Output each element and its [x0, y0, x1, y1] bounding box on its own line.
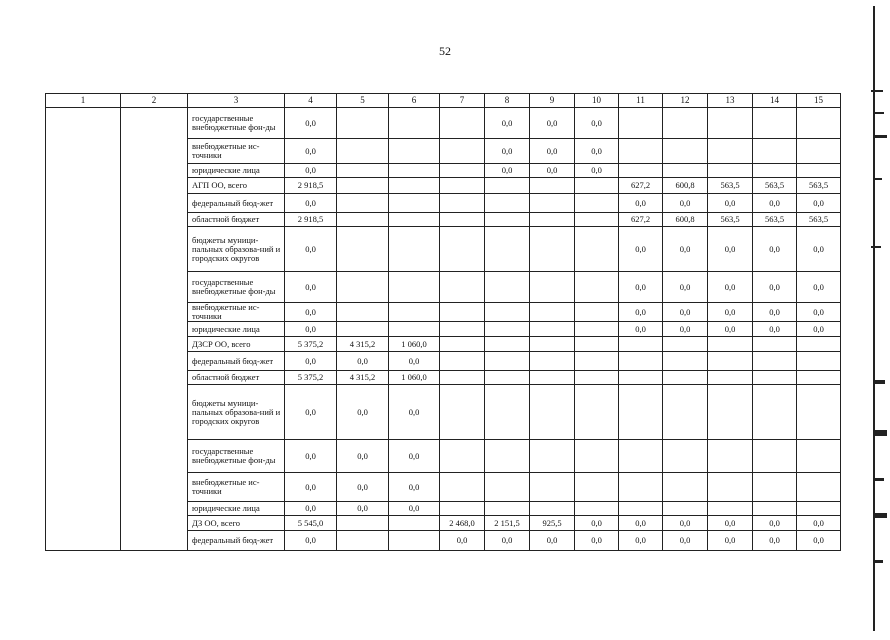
row-label: юридические лица	[188, 164, 285, 178]
value-cell: 1 060,0	[389, 337, 440, 352]
value-cell	[337, 303, 389, 322]
value-cell: 1 060,0	[389, 371, 440, 385]
value-cell	[485, 385, 530, 440]
value-cell: 0,0	[285, 473, 337, 502]
value-cell	[530, 227, 575, 272]
row-label: внебюджетные ис-точники	[188, 303, 285, 322]
value-cell	[797, 502, 841, 516]
column-header: 6	[389, 94, 440, 108]
value-cell: 563,5	[753, 178, 797, 194]
value-cell: 0,0	[389, 385, 440, 440]
value-cell: 0,0	[708, 531, 753, 551]
value-cell	[337, 108, 389, 139]
value-cell: 0,0	[485, 531, 530, 551]
value-cell: 0,0	[708, 272, 753, 303]
table-row	[46, 108, 841, 139]
value-cell	[619, 139, 663, 164]
column-header: 8	[485, 94, 530, 108]
row-label: ДЗСР ОО, всего	[188, 337, 285, 352]
value-cell	[753, 164, 797, 178]
value-cell: 563,5	[708, 178, 753, 194]
page-number: 52	[439, 44, 451, 58]
value-cell	[619, 108, 663, 139]
value-cell	[753, 352, 797, 371]
value-cell	[753, 371, 797, 385]
row-label: федеральный бюд-жет	[188, 531, 285, 551]
value-cell	[663, 337, 708, 352]
value-cell: 0,0	[285, 227, 337, 272]
value-cell: 0,0	[285, 502, 337, 516]
value-cell	[530, 502, 575, 516]
value-cell	[575, 502, 619, 516]
value-cell	[797, 440, 841, 473]
value-cell	[575, 178, 619, 194]
value-cell	[389, 194, 440, 213]
value-cell	[575, 385, 619, 440]
value-cell: 600,8	[663, 213, 708, 227]
budget-table	[45, 93, 841, 551]
value-cell: 0,0	[337, 502, 389, 516]
row-label: областной бюджет	[188, 213, 285, 227]
value-cell	[530, 213, 575, 227]
value-cell: 0,0	[285, 352, 337, 371]
row-label: ДЗ ОО, всего	[188, 516, 285, 531]
value-cell	[337, 194, 389, 213]
value-cell	[575, 352, 619, 371]
value-cell	[485, 322, 530, 337]
value-cell	[440, 108, 485, 139]
value-cell: 0,0	[663, 303, 708, 322]
value-cell: 2 918,5	[285, 213, 337, 227]
column-header: 7	[440, 94, 485, 108]
value-cell: 0,0	[663, 194, 708, 213]
value-cell: 0,0	[708, 227, 753, 272]
value-cell	[708, 352, 753, 371]
value-cell: 0,0	[285, 440, 337, 473]
value-cell	[485, 352, 530, 371]
value-cell: 0,0	[619, 272, 663, 303]
value-cell: 0,0	[337, 352, 389, 371]
value-cell	[619, 371, 663, 385]
value-cell: 0,0	[530, 164, 575, 178]
value-cell	[575, 440, 619, 473]
value-cell	[575, 213, 619, 227]
value-cell	[797, 385, 841, 440]
value-cell: 0,0	[619, 227, 663, 272]
column-header: 9	[530, 94, 575, 108]
value-cell	[337, 213, 389, 227]
value-cell	[663, 164, 708, 178]
value-cell	[485, 473, 530, 502]
value-cell	[619, 352, 663, 371]
value-cell: 0,0	[708, 194, 753, 213]
value-cell: 0,0	[753, 227, 797, 272]
value-cell: 0,0	[285, 303, 337, 322]
value-cell: 0,0	[337, 440, 389, 473]
value-cell	[663, 502, 708, 516]
value-cell: 0,0	[708, 322, 753, 337]
column-header: 2	[121, 94, 188, 108]
row-label: бюджеты муници-пальных образова-ний и городских округов	[188, 385, 285, 440]
value-cell	[575, 371, 619, 385]
value-cell	[485, 502, 530, 516]
value-cell: 0,0	[753, 272, 797, 303]
value-cell: 0,0	[797, 303, 841, 322]
value-cell	[389, 178, 440, 194]
scan-mark	[875, 135, 887, 138]
scan-mark	[875, 112, 884, 114]
value-cell	[708, 371, 753, 385]
column-header: 14	[753, 94, 797, 108]
value-cell: 5 375,2	[285, 371, 337, 385]
value-cell	[337, 516, 389, 531]
value-cell: 0,0	[285, 385, 337, 440]
value-cell: 0,0	[285, 531, 337, 551]
value-cell	[337, 139, 389, 164]
value-cell: 0,0	[575, 531, 619, 551]
value-cell: 5 545,0	[285, 516, 337, 531]
value-cell	[389, 139, 440, 164]
value-cell	[337, 178, 389, 194]
value-cell: 0,0	[708, 516, 753, 531]
value-cell	[337, 322, 389, 337]
value-cell	[389, 303, 440, 322]
value-cell: 0,0	[753, 322, 797, 337]
value-cell	[708, 164, 753, 178]
value-cell	[663, 385, 708, 440]
empty-merged-cell	[121, 108, 188, 551]
value-cell: 0,0	[485, 164, 530, 178]
value-cell	[440, 178, 485, 194]
value-cell: 0,0	[389, 352, 440, 371]
value-cell	[797, 352, 841, 371]
value-cell: 0,0	[797, 272, 841, 303]
value-cell: 2 468,0	[440, 516, 485, 531]
empty-merged-cell	[46, 108, 121, 551]
value-cell: 0,0	[485, 108, 530, 139]
header-row	[46, 94, 841, 108]
value-cell: 0,0	[575, 164, 619, 178]
value-cell	[485, 272, 530, 303]
value-cell	[485, 337, 530, 352]
column-header: 11	[619, 94, 663, 108]
value-cell: 0,0	[389, 440, 440, 473]
value-cell	[619, 164, 663, 178]
row-label: федеральный бюд-жет	[188, 352, 285, 371]
value-cell: 0,0	[619, 322, 663, 337]
column-header: 5	[337, 94, 389, 108]
value-cell: 0,0	[285, 322, 337, 337]
value-cell	[530, 322, 575, 337]
value-cell	[530, 337, 575, 352]
value-cell	[440, 164, 485, 178]
value-cell	[619, 502, 663, 516]
row-label: АГП ОО, всего	[188, 178, 285, 194]
value-cell: 0,0	[797, 516, 841, 531]
column-header: 15	[797, 94, 841, 108]
value-cell: 563,5	[797, 178, 841, 194]
value-cell: 0,0	[389, 502, 440, 516]
column-header: 10	[575, 94, 619, 108]
page-edge-line	[873, 6, 875, 631]
value-cell	[575, 194, 619, 213]
value-cell: 0,0	[575, 516, 619, 531]
scan-mark	[875, 513, 887, 518]
value-cell	[389, 164, 440, 178]
value-cell	[753, 108, 797, 139]
value-cell	[530, 303, 575, 322]
row-label: внебюджетные ис-точники	[188, 473, 285, 502]
value-cell: 0,0	[285, 194, 337, 213]
scan-mark	[875, 430, 887, 436]
value-cell: 563,5	[708, 213, 753, 227]
value-cell	[753, 385, 797, 440]
value-cell	[337, 531, 389, 551]
value-cell: 0,0	[619, 194, 663, 213]
value-cell	[575, 227, 619, 272]
value-cell	[337, 227, 389, 272]
row-label: государственные внебюджетные фон-ды	[188, 440, 285, 473]
value-cell: 0,0	[797, 227, 841, 272]
scan-mark	[871, 90, 883, 92]
value-cell	[575, 337, 619, 352]
value-cell	[708, 502, 753, 516]
value-cell: 5 375,2	[285, 337, 337, 352]
value-cell	[389, 213, 440, 227]
value-cell	[485, 303, 530, 322]
value-cell	[753, 502, 797, 516]
value-cell	[753, 473, 797, 502]
value-cell	[663, 139, 708, 164]
column-header: 12	[663, 94, 708, 108]
value-cell	[440, 194, 485, 213]
value-cell: 0,0	[663, 531, 708, 551]
row-label: бюджеты муници-пальных образова-ний и городских округов	[188, 227, 285, 272]
value-cell: 0,0	[485, 139, 530, 164]
value-cell	[797, 139, 841, 164]
value-cell: 925,5	[530, 516, 575, 531]
value-cell	[575, 272, 619, 303]
value-cell: 0,0	[797, 322, 841, 337]
value-cell	[708, 473, 753, 502]
value-cell	[619, 385, 663, 440]
value-cell	[389, 516, 440, 531]
value-cell	[440, 322, 485, 337]
value-cell	[575, 303, 619, 322]
value-cell	[530, 385, 575, 440]
value-cell: 0,0	[708, 303, 753, 322]
value-cell	[440, 337, 485, 352]
value-cell: 563,5	[797, 213, 841, 227]
value-cell	[575, 322, 619, 337]
value-cell: 0,0	[619, 516, 663, 531]
column-header: 1	[46, 94, 121, 108]
value-cell: 0,0	[530, 139, 575, 164]
value-cell: 0,0	[663, 516, 708, 531]
value-cell: 0,0	[285, 272, 337, 303]
value-cell	[440, 139, 485, 164]
value-cell	[440, 272, 485, 303]
value-cell	[485, 227, 530, 272]
scan-mark	[871, 246, 881, 248]
value-cell	[440, 352, 485, 371]
value-cell: 0,0	[619, 531, 663, 551]
scan-mark	[875, 178, 882, 180]
column-header: 13	[708, 94, 753, 108]
value-cell: 0,0	[285, 164, 337, 178]
column-header: 3	[188, 94, 285, 108]
value-cell: 563,5	[753, 213, 797, 227]
value-cell	[663, 473, 708, 502]
value-cell: 0,0	[663, 272, 708, 303]
value-cell	[440, 371, 485, 385]
value-cell	[530, 371, 575, 385]
value-cell: 0,0	[389, 473, 440, 502]
value-cell: 627,2	[619, 213, 663, 227]
value-cell: 0,0	[753, 516, 797, 531]
value-cell	[753, 337, 797, 352]
value-cell: 0,0	[797, 531, 841, 551]
value-cell	[337, 272, 389, 303]
row-label: юридические лица	[188, 322, 285, 337]
value-cell	[753, 440, 797, 473]
value-cell: 0,0	[530, 531, 575, 551]
value-cell: 600,8	[663, 178, 708, 194]
row-label: государственные внебюджетные фон-ды	[188, 272, 285, 303]
value-cell	[797, 164, 841, 178]
value-cell	[485, 440, 530, 473]
value-cell	[619, 337, 663, 352]
value-cell	[530, 194, 575, 213]
value-cell	[530, 272, 575, 303]
value-cell: 0,0	[285, 108, 337, 139]
value-cell: 0,0	[337, 473, 389, 502]
row-label: государственные внебюджетные фон-ды	[188, 108, 285, 139]
value-cell: 2 151,5	[485, 516, 530, 531]
value-cell: 4 315,2	[337, 337, 389, 352]
value-cell	[485, 213, 530, 227]
value-cell	[440, 440, 485, 473]
value-cell	[440, 385, 485, 440]
value-cell	[337, 164, 389, 178]
row-label: областной бюджет	[188, 371, 285, 385]
value-cell: 0,0	[663, 227, 708, 272]
value-cell	[485, 178, 530, 194]
value-cell: 0,0	[753, 531, 797, 551]
value-cell	[389, 227, 440, 272]
value-cell: 627,2	[619, 178, 663, 194]
value-cell	[619, 440, 663, 473]
value-cell	[530, 352, 575, 371]
value-cell: 0,0	[663, 322, 708, 337]
value-cell	[753, 139, 797, 164]
value-cell	[797, 473, 841, 502]
value-cell	[440, 502, 485, 516]
value-cell: 0,0	[575, 108, 619, 139]
row-label: юридические лица	[188, 502, 285, 516]
value-cell: 0,0	[797, 194, 841, 213]
value-cell	[663, 108, 708, 139]
row-label: федеральный бюд-жет	[188, 194, 285, 213]
value-cell	[440, 303, 485, 322]
value-cell: 0,0	[753, 194, 797, 213]
value-cell	[440, 213, 485, 227]
value-cell	[530, 473, 575, 502]
scan-mark	[875, 560, 883, 563]
value-cell	[389, 531, 440, 551]
value-cell	[485, 371, 530, 385]
value-cell	[708, 440, 753, 473]
value-cell	[619, 473, 663, 502]
column-header: 4	[285, 94, 337, 108]
value-cell: 4 315,2	[337, 371, 389, 385]
scan-mark	[875, 478, 884, 481]
value-cell	[708, 337, 753, 352]
value-cell: 0,0	[753, 303, 797, 322]
value-cell: 0,0	[619, 303, 663, 322]
row-label: внебюджетные ис-точники	[188, 139, 285, 164]
value-cell: 0,0	[285, 139, 337, 164]
value-cell	[575, 473, 619, 502]
value-cell	[708, 139, 753, 164]
value-cell: 0,0	[530, 108, 575, 139]
value-cell	[440, 227, 485, 272]
value-cell	[708, 108, 753, 139]
value-cell	[663, 352, 708, 371]
value-cell: 2 918,5	[285, 178, 337, 194]
value-cell	[663, 371, 708, 385]
value-cell	[389, 108, 440, 139]
value-cell	[485, 194, 530, 213]
value-cell	[797, 108, 841, 139]
value-cell	[389, 272, 440, 303]
value-cell	[530, 440, 575, 473]
value-cell	[440, 473, 485, 502]
value-cell	[389, 322, 440, 337]
value-cell	[797, 337, 841, 352]
value-cell	[530, 178, 575, 194]
value-cell	[797, 371, 841, 385]
value-cell: 0,0	[337, 385, 389, 440]
value-cell	[663, 440, 708, 473]
value-cell: 0,0	[440, 531, 485, 551]
scan-mark	[875, 380, 885, 384]
value-cell: 0,0	[575, 139, 619, 164]
value-cell	[708, 385, 753, 440]
